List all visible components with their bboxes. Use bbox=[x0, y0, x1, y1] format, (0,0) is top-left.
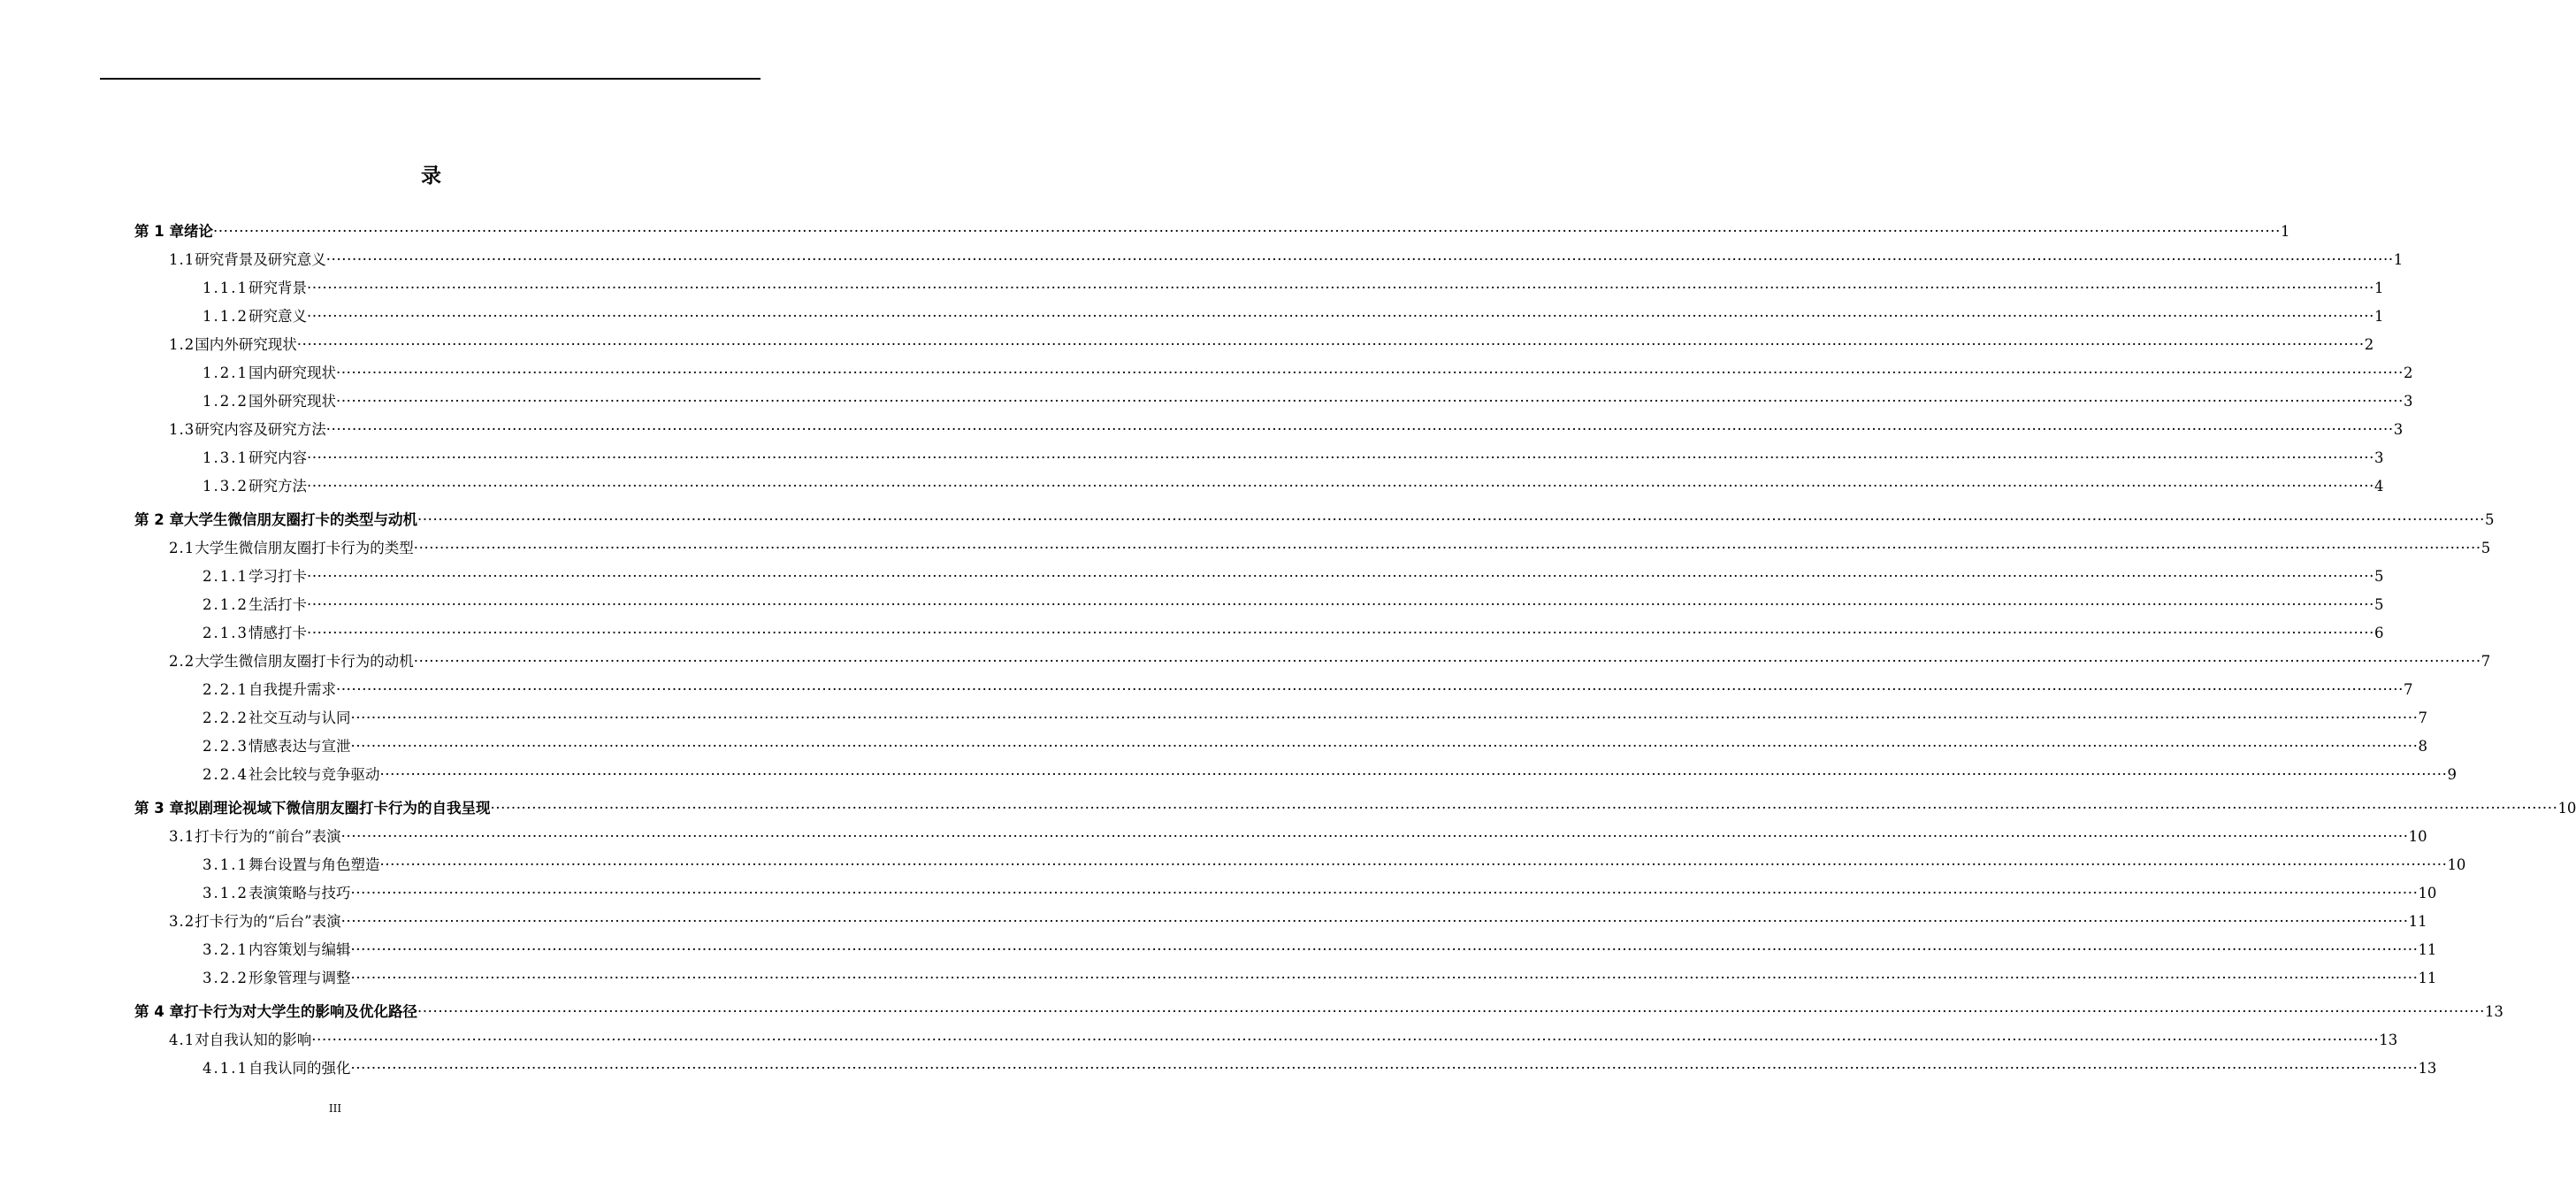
toc-title: 内容策划与编辑 bbox=[248, 941, 351, 958]
toc-number: 2.1 bbox=[169, 540, 195, 556]
toc-page-number: 11 bbox=[2418, 941, 2437, 958]
toc-dot-leader: ················································································································································································································································································································································································································ bbox=[350, 710, 2419, 726]
toc-dot-leader: ················································································································································································································································································································································································································ bbox=[379, 766, 2448, 783]
toc-dot-leader: ················································································································································································································································································································································································································ bbox=[350, 885, 2419, 901]
toc-entry[interactable] bbox=[203, 705, 2427, 728]
toc-chapter[interactable] bbox=[134, 219, 2290, 242]
toc-number: 3.2.1 bbox=[203, 941, 248, 958]
toc-dot-leader: ················································································································································································································································································································································································································ bbox=[306, 625, 2374, 641]
toc-dot-leader: ················································································································································································································································································································································································································ bbox=[335, 393, 2404, 410]
toc-number: 2.2.3 bbox=[203, 738, 248, 755]
toc-dot-leader: ················································································································································································································································································································································································································ bbox=[350, 941, 2419, 958]
page-number: III bbox=[328, 1102, 342, 1115]
toc-number: 3.1.1 bbox=[203, 856, 248, 873]
toc-page-number: 3 bbox=[2393, 421, 2404, 438]
toc-page-number: 2 bbox=[2403, 364, 2413, 381]
toc-page-number: 10 bbox=[2418, 885, 2437, 901]
toc-title: 大学生微信朋友圈打卡行为的类型 bbox=[195, 540, 414, 556]
toc-title: 自我提升需求 bbox=[248, 681, 336, 698]
toc-entry[interactable] bbox=[203, 564, 2384, 587]
toc-title: 国内外研究现状 bbox=[195, 336, 297, 353]
toc-dot-leader: ················································································································································································································································································································································································································ bbox=[379, 856, 2448, 873]
toc-page-number: 13 bbox=[2379, 1032, 2398, 1048]
toc-number: 2.2.2 bbox=[203, 710, 248, 726]
toc-number: 2.1.3 bbox=[203, 625, 248, 641]
toc-title: 生活打卡 bbox=[248, 596, 307, 613]
toc-dot-leader: ················································································································································································································································································································································································································ bbox=[306, 449, 2374, 466]
toc-number: 1.2.2 bbox=[203, 393, 248, 410]
toc-page-number: 7 bbox=[2403, 681, 2413, 698]
toc-dot-leader: ················································································································································································································································································································································································································ bbox=[340, 828, 2409, 845]
toc-title: 形象管理与调整 bbox=[248, 970, 351, 986]
toc-page-number: 9 bbox=[2447, 766, 2457, 783]
toc-page-number: 7 bbox=[2480, 653, 2491, 670]
toc-dot-leader: ················································································································································································································································································································································································································ bbox=[306, 308, 2374, 325]
toc-entry[interactable] bbox=[203, 592, 2384, 615]
toc-dot-leader: ················································································································································································································································································································································································································ bbox=[335, 681, 2404, 698]
toc-page-number: 5 bbox=[2373, 568, 2384, 585]
toc-number: 1.3.2 bbox=[203, 478, 248, 495]
toc-title: 情感打卡 bbox=[248, 625, 307, 641]
toc-dot-leader: ················································································································································································································································································································································································································ bbox=[306, 596, 2374, 613]
toc-dot-leader: ················································································································································································································································································································································································································ bbox=[212, 223, 2281, 240]
toc-dot-leader: ················································································································································································································································································································································································································ bbox=[296, 336, 2365, 353]
toc-dot-leader: ················································································································································································································································································································································································································ bbox=[325, 421, 2394, 438]
toc-number: 2.1.1 bbox=[203, 568, 248, 585]
toc-number: 第 3 章 bbox=[134, 800, 184, 817]
toc-title: 研究背景及研究意义 bbox=[195, 251, 326, 268]
toc-page-number: 7 bbox=[2418, 710, 2427, 726]
toc-dot-leader: ················································································································································································································································································································································································································ bbox=[413, 540, 2481, 556]
toc-number: 2.2.1 bbox=[203, 681, 248, 698]
toc-page-number: 13 bbox=[2418, 1060, 2437, 1077]
toc-title: 国内研究现状 bbox=[248, 364, 336, 381]
toc-title: 拟剧理论视域下微信朋友圈打卡行为的自我呈现 bbox=[183, 800, 491, 817]
toc-entry[interactable] bbox=[203, 965, 2437, 988]
toc-title: 打卡行为的“后台”表演 bbox=[195, 913, 341, 930]
toc-number: 4.1 bbox=[169, 1032, 195, 1048]
toc-dot-leader: ················································································································································································································································································································································································································ bbox=[490, 800, 2558, 817]
toc-page-number: 4 bbox=[2373, 478, 2384, 495]
toc-dot-leader: ················································································································································································································································································································································································································ bbox=[417, 1003, 2485, 1020]
toc-title: 学习打卡 bbox=[248, 568, 307, 585]
toc-title: 社会比较与竞争驱动 bbox=[248, 766, 380, 783]
toc-number: 1.2 bbox=[169, 336, 195, 353]
toc-page-number: 3 bbox=[2373, 449, 2384, 466]
toc-number: 3.2.2 bbox=[203, 970, 248, 986]
toc-dot-leader: ················································································································································································································································································································································································································ bbox=[306, 568, 2374, 585]
toc-number: 第 4 章 bbox=[134, 1003, 184, 1020]
toc-number: 2.1.2 bbox=[203, 596, 248, 613]
toc-title: 绪论 bbox=[183, 223, 213, 240]
toc-page-number: 5 bbox=[2373, 596, 2384, 613]
toc-dot-leader: ················································································································································································································································································································································································································ bbox=[335, 364, 2404, 381]
toc-entry[interactable] bbox=[169, 824, 2427, 847]
toc-entry[interactable] bbox=[203, 677, 2413, 700]
toc-page-number: 3 bbox=[2403, 393, 2413, 410]
toc-number: 1.1.2 bbox=[203, 308, 248, 325]
toc-page-number: 1 bbox=[2373, 280, 2384, 296]
toc-number: 2.2.4 bbox=[203, 766, 248, 783]
toc-entry[interactable] bbox=[203, 445, 2384, 468]
toc-entry[interactable] bbox=[169, 535, 2491, 558]
toc-title: 对自我认知的影响 bbox=[195, 1032, 312, 1048]
toc-page-number: 1 bbox=[2280, 223, 2290, 240]
toc-number: 3.1.2 bbox=[203, 885, 248, 901]
toc-page-number: 10 bbox=[2557, 800, 2576, 817]
toc-entry[interactable] bbox=[203, 275, 2384, 298]
toc-dot-leader: ················································································································································································································································································································································································································ bbox=[350, 970, 2419, 986]
toc-entry[interactable] bbox=[169, 247, 2404, 270]
toc-title: 打卡行为的“前台”表演 bbox=[195, 828, 341, 845]
toc-dot-leader: ················································································································································································································································································································································································································ bbox=[350, 1060, 2419, 1077]
toc-chapter[interactable] bbox=[134, 999, 2503, 1022]
toc-dot-leader: ················································································································································································································································································································································································································ bbox=[417, 511, 2485, 528]
toc-dot-leader: ················································································································································································································································································································································································································ bbox=[306, 280, 2374, 296]
toc-number: 1.1 bbox=[169, 251, 195, 268]
toc-title: 情感表达与宣泄 bbox=[248, 738, 351, 755]
toc-title: 研究背景 bbox=[248, 280, 307, 296]
toc-entry[interactable] bbox=[203, 303, 2384, 326]
toc-number: 1.1.1 bbox=[203, 280, 248, 296]
toc-number: 3.1 bbox=[169, 828, 195, 845]
toc-page-number: 5 bbox=[2484, 511, 2495, 528]
toc-title: 研究意义 bbox=[248, 308, 307, 325]
toc-dot-leader: ················································································································································································································································································································································································································ bbox=[413, 653, 2481, 670]
toc-title: 大学生微信朋友圈打卡的类型与动机 bbox=[183, 511, 417, 528]
toc-entry[interactable] bbox=[169, 648, 2491, 671]
toc-number: 1.2.1 bbox=[203, 364, 248, 381]
toc-number: 1.3.1 bbox=[203, 449, 248, 466]
toc-title: 舞台设置与角色塑造 bbox=[248, 856, 380, 873]
toc-number: 第 1 章 bbox=[134, 223, 184, 240]
toc-title: 社交互动与认同 bbox=[248, 710, 351, 726]
toc-entry[interactable] bbox=[203, 880, 2437, 903]
toc-title: 大学生微信朋友圈打卡行为的动机 bbox=[195, 653, 414, 670]
toc-page-number: 2 bbox=[2364, 336, 2374, 353]
toc-page-number: 10 bbox=[2408, 828, 2427, 845]
toc-entry[interactable] bbox=[203, 360, 2413, 383]
toc-page-number: 11 bbox=[2418, 970, 2437, 986]
toc-number: 4.1.1 bbox=[203, 1060, 248, 1077]
toc-title: 国外研究现状 bbox=[248, 393, 336, 410]
toc-title: 研究内容及研究方法 bbox=[195, 421, 326, 438]
toc-entry[interactable] bbox=[203, 852, 2466, 875]
toc-number: 3.2 bbox=[169, 913, 195, 930]
toc-page-number: 13 bbox=[2484, 1003, 2503, 1020]
toc-title: 研究方法 bbox=[248, 478, 307, 495]
toc-number: 1.3 bbox=[169, 421, 195, 438]
toc-dot-leader: ················································································································································································································································································································································································································ bbox=[340, 913, 2409, 930]
toc-entry[interactable] bbox=[203, 762, 2457, 785]
toc-dot-leader: ················································································································································································································································································································································································································ bbox=[350, 738, 2419, 755]
toc-page-number: 6 bbox=[2373, 625, 2384, 641]
toc-page-number: 5 bbox=[2480, 540, 2491, 556]
toc-dot-leader: ················································································································································································································································································································································································································ bbox=[311, 1032, 2380, 1048]
toc-entry[interactable] bbox=[169, 417, 2404, 440]
toc-chapter[interactable] bbox=[134, 507, 2495, 530]
toc-page-number: 1 bbox=[2373, 308, 2384, 325]
toc-entry[interactable] bbox=[169, 332, 2374, 355]
toc-entry[interactable] bbox=[169, 1027, 2398, 1050]
toc-dot-leader: ················································································································································································································································································································································································································ bbox=[306, 478, 2374, 495]
toc-page-number: 10 bbox=[2447, 856, 2466, 873]
toc-entry[interactable] bbox=[203, 388, 2413, 411]
page-title: 录 bbox=[421, 165, 441, 188]
toc-title: 表演策略与技巧 bbox=[248, 885, 351, 901]
toc-page-number: 8 bbox=[2418, 738, 2427, 755]
toc-dot-leader: ················································································································································································································································································································································································································ bbox=[325, 251, 2394, 268]
toc-title: 研究内容 bbox=[248, 449, 307, 466]
toc-title: 自我认同的强化 bbox=[248, 1060, 351, 1077]
toc-entry[interactable] bbox=[203, 733, 2427, 756]
toc-entry[interactable] bbox=[203, 1055, 2437, 1078]
toc-entry[interactable] bbox=[169, 909, 2427, 932]
toc-number: 2.2 bbox=[169, 653, 195, 670]
toc-entry[interactable] bbox=[203, 620, 2384, 643]
toc-page-number: 11 bbox=[2408, 913, 2427, 930]
toc-entry[interactable] bbox=[203, 473, 2384, 496]
toc-entry[interactable] bbox=[203, 937, 2437, 960]
toc-page-number: 1 bbox=[2393, 251, 2404, 268]
toc-chapter[interactable] bbox=[134, 795, 2576, 818]
toc-title: 打卡行为对大学生的影响及优化路径 bbox=[183, 1003, 417, 1020]
toc-number: 第 2 章 bbox=[134, 511, 184, 528]
